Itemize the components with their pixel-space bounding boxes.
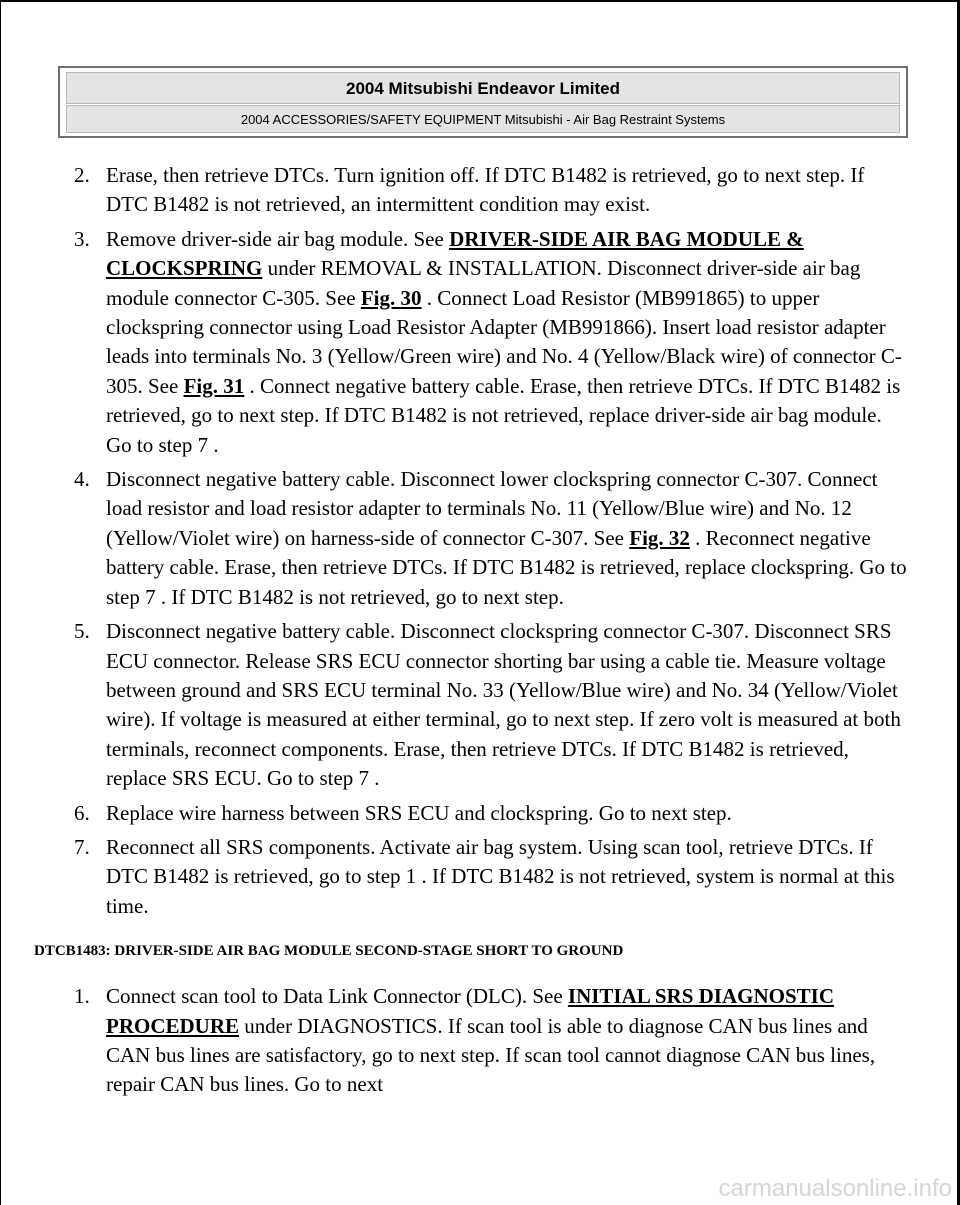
step-4	[0, 465, 940, 612]
step-text: . Connect negative battery cable. Erase, then retrieve DTCs. If DTC B1482 is retrieved, go to next step. If DTC B1482 is not retrieved, replace driver-side air bag module. Go to step 7 .	[106, 373, 901, 457]
step-number: 2.	[74, 163, 90, 187]
step-5	[0, 617, 940, 793]
step-text: under REMOVAL & INSTALLATION. Disconnect driver-side air bag module connector C-305. See	[106, 256, 861, 310]
step-text: Disconnect negative battery cable. Disconnect clockspring connector C-307. Disconnect SRS ECU connector. Release SRS ECU connector shorting bar using a cable tie. Measure voltage between ground and SRS ECU terminal No. 33 (Yellow/Blue wire) and No. 34 (Yellow/Violet wire). If voltage is measured at either terminal, go to next step. If zero volt is measured at both terminals, reconnect components. Erase, then retrieve DTCs. If DTC B1482 is retrieved, replace SRS ECU. Go to step 7 .	[106, 619, 901, 791]
header-subtitle: 2004 ACCESSORIES/SAFETY EQUIPMENT Mitsubishi - Air Bag Restraint Systems	[66, 105, 900, 133]
document-header	[58, 66, 908, 138]
step-number: 1.	[74, 984, 90, 1009]
step-3	[0, 225, 940, 460]
step-number: 4.	[74, 467, 90, 492]
step-text: Erase, then retrieve DTCs. Turn ignition off. If DTC B1482 is retrieved, go to next step. If DTC B1482 is not retrieved, an intermittent condition may exist.	[106, 163, 865, 217]
document-body	[0, 161, 940, 1105]
step-6	[0, 799, 940, 828]
section-step-1	[0, 982, 940, 1100]
step-text: Remove driver-side air bag module. See	[106, 226, 450, 251]
step-number: 5.	[74, 619, 90, 644]
step-text: Replace wire harness between SRS ECU and clockspring. Go to next step.	[106, 800, 732, 825]
link-initial-srs-diagnostic-procedure[interactable]: INITIAL SRS DIAGNOSTIC PROCEDURE	[106, 984, 834, 1038]
watermark: carmanualsonline.info	[718, 1175, 952, 1202]
section-steps	[0, 982, 940, 1100]
step-number: 7.	[74, 834, 90, 859]
step-7	[0, 833, 940, 921]
link-fig-32[interactable]: Fig. 32	[629, 525, 690, 550]
step-text: . Reconnect negative battery cable. Erase, then retrieve DTCs. If DTC B1482 is retrieved, replace clockspring. Go to step 7 . If DTC B1482 is not retrieved, go to next step.	[106, 525, 907, 609]
link-fig-30[interactable]: Fig. 30	[360, 285, 422, 310]
step-number: 6.	[74, 800, 90, 825]
step-text: Reconnect all SRS components. Activate air bag system. Using scan tool, retrieve DTCs. If DTC B1482 is retrieved, go to step 1 . If DTC B1482 is not retrieved, system is normal at this time.	[106, 834, 895, 918]
step-number: 3.	[74, 226, 90, 251]
header-title: 2004 Mitsubishi Endeavor Limited	[66, 72, 900, 104]
link-fig-31[interactable]: Fig. 31	[183, 373, 245, 398]
step-text: Disconnect negative battery cable. Disconnect lower clockspring connector C-307. Connect load resistor and load resistor adapter to terminals No. 11 (Yellow/Blue wire) and No. 12 (Yellow/Violet wire) on harness-side of connector C-307. See	[106, 467, 878, 550]
step-text: . Connect Load Resistor (MB991865) to upper clockspring connector using Load Resistor Adapter (MB991866). Insert load resistor adapter leads into terminals No. 3 (Yellow/Green wire) and No. 4 (Yellow/Black wire) of connector C-305. See	[106, 285, 902, 398]
step-text: under DIAGNOSTICS. If scan tool is able to diagnose CAN bus lines and CAN bus lines are satisfactory, go to next step. If scan tool cannot diagnose CAN bus lines, repair CAN bus lines. Go to next	[106, 1013, 876, 1097]
step-text: Connect scan tool to Data Link Connector (DLC). See	[106, 984, 568, 1009]
procedure-steps	[0, 161, 940, 921]
section-heading: DTCB1483: DRIVER-SIDE AIR BAG MODULE SECOND-STAGE SHORT TO GROUND	[34, 943, 624, 960]
link-driver-side-air-bag-module[interactable]: DRIVER-SIDE AIR BAG MODULE & CLOCKSPRING	[106, 226, 804, 281]
step-2	[0, 161, 940, 220]
